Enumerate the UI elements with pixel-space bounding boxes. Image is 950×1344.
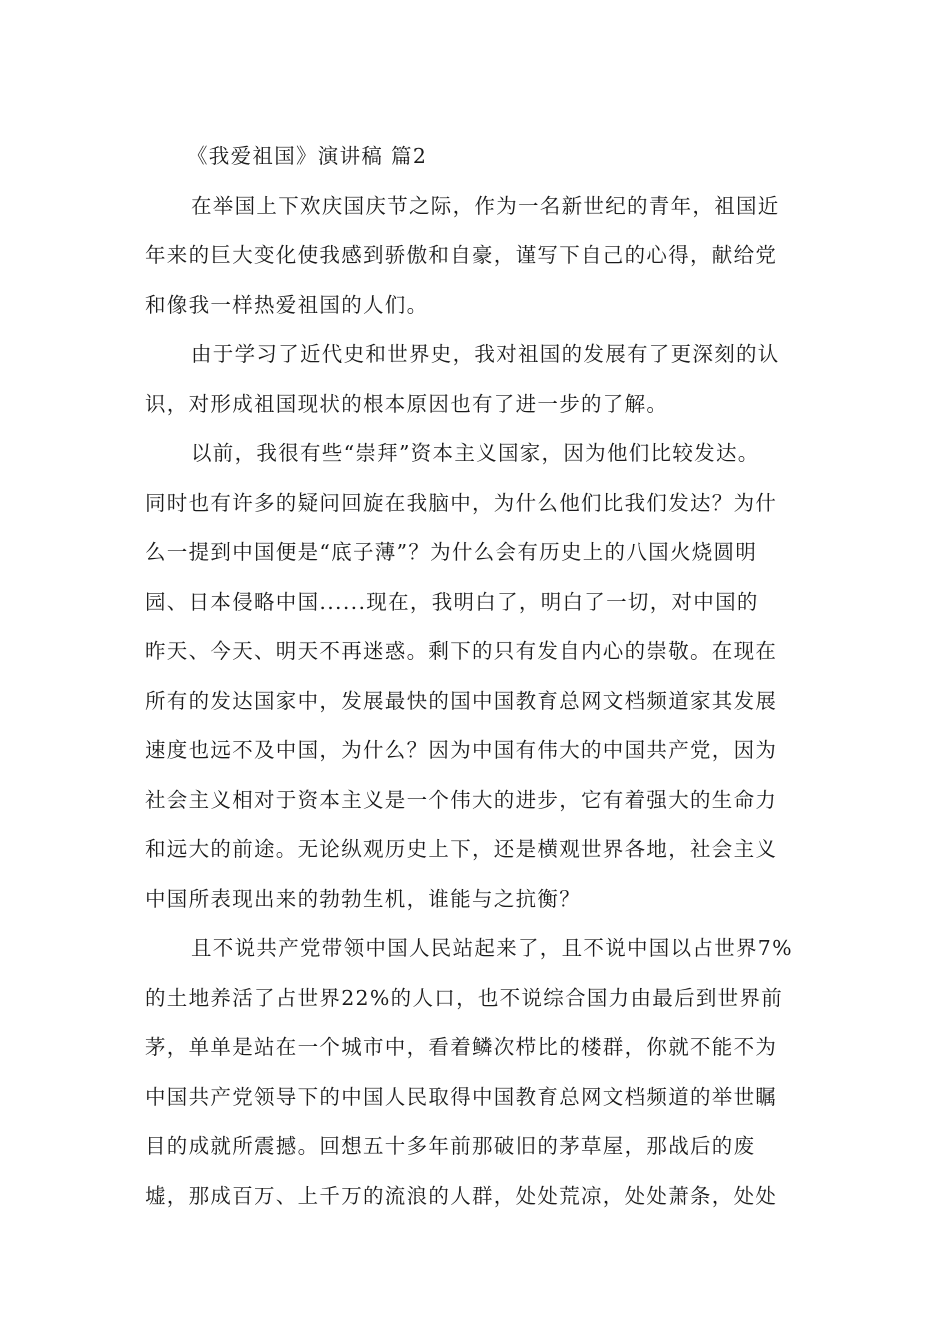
paragraph-line: 墟，那成百万、上千万的流浪的人群，处处荒凉，处处萧条，处处 <box>145 1183 778 1208</box>
paragraph-line: 和远大的前途。无论纵观历史上下，还是横观世界各地，社会主义 <box>145 837 778 861</box>
paragraph-line: 同时也有许多的疑问回旋在我脑中，为什么他们比我们发达？为什 <box>145 490 778 515</box>
paragraph-line: 所有的发达国家中，发展最快的国中国教育总网文档频道家其发展 <box>145 688 778 713</box>
paragraph-line: 的土地养活了占世界22%的人口，也不说综合国力由最后到世界前 <box>145 985 784 1010</box>
paragraph-line: 园、日本侵略中国......现在，我明白了，明白了一切，对中国的 <box>145 589 759 614</box>
paragraph-4 <box>145 924 805 1221</box>
paragraph-line: 目的成就所震撼。回想五十多年前那破旧的茅草屋，那战后的废 <box>145 1134 756 1158</box>
paragraph-line: 识，对形成祖国现状的根本原因也有了进一步的了解。 <box>145 391 669 416</box>
paragraph-line: 年来的巨大变化使我感到骄傲和自豪，谨写下自己的心得，献给党 <box>145 243 778 267</box>
paragraph-line: 昨天、今天、明天不再迷惑。剩下的只有发自内心的崇敬。在现在 <box>145 639 778 663</box>
paragraph-line: 中国共产党领导下的中国人民取得中国教育总网文档频道的举世瞩 <box>145 1084 778 1109</box>
paragraph-3 <box>145 429 805 924</box>
paragraph-line: 以前，我很有些“崇拜”资本主义国家，因为他们比较发达。 <box>191 441 760 465</box>
paragraph-1 <box>145 182 805 331</box>
paragraph-line: 和像我一样热爱祖国的人们。 <box>145 292 429 317</box>
document-title: 《我爱祖国》演讲稿 篇2 <box>187 144 428 168</box>
paragraph-line: 中国所表现出来的勃勃生机，谁能与之抗衡？ <box>145 886 581 911</box>
paragraph-line: 茅，单单是站在一个城市中，看着鳞次栉比的楼群，你就不能不为 <box>145 1035 778 1059</box>
paragraph-line: 在举国上下欢庆国庆节之际，作为一名新世纪的青年，祖国近 <box>191 193 780 218</box>
paragraph-line: 且不说共产党带领中国人民站起来了，且不说中国以占世界7% <box>191 936 793 960</box>
document-body <box>145 132 805 1221</box>
paragraph-line: 速度也远不及中国，为什么？因为中国有伟大的中国共产党，因为 <box>145 738 778 762</box>
paragraph-line: 么一提到中国便是“底子薄”？为什么会有历史上的八国火烧圆明 <box>145 540 758 564</box>
paragraph-line: 由于学习了近代史和世界史，我对祖国的发展有了更深刻的认 <box>191 342 780 366</box>
paragraph-2 <box>145 330 805 429</box>
paragraph-line: 社会主义相对于资本主义是一个伟大的进步，它有着强大的生命力 <box>145 787 778 812</box>
